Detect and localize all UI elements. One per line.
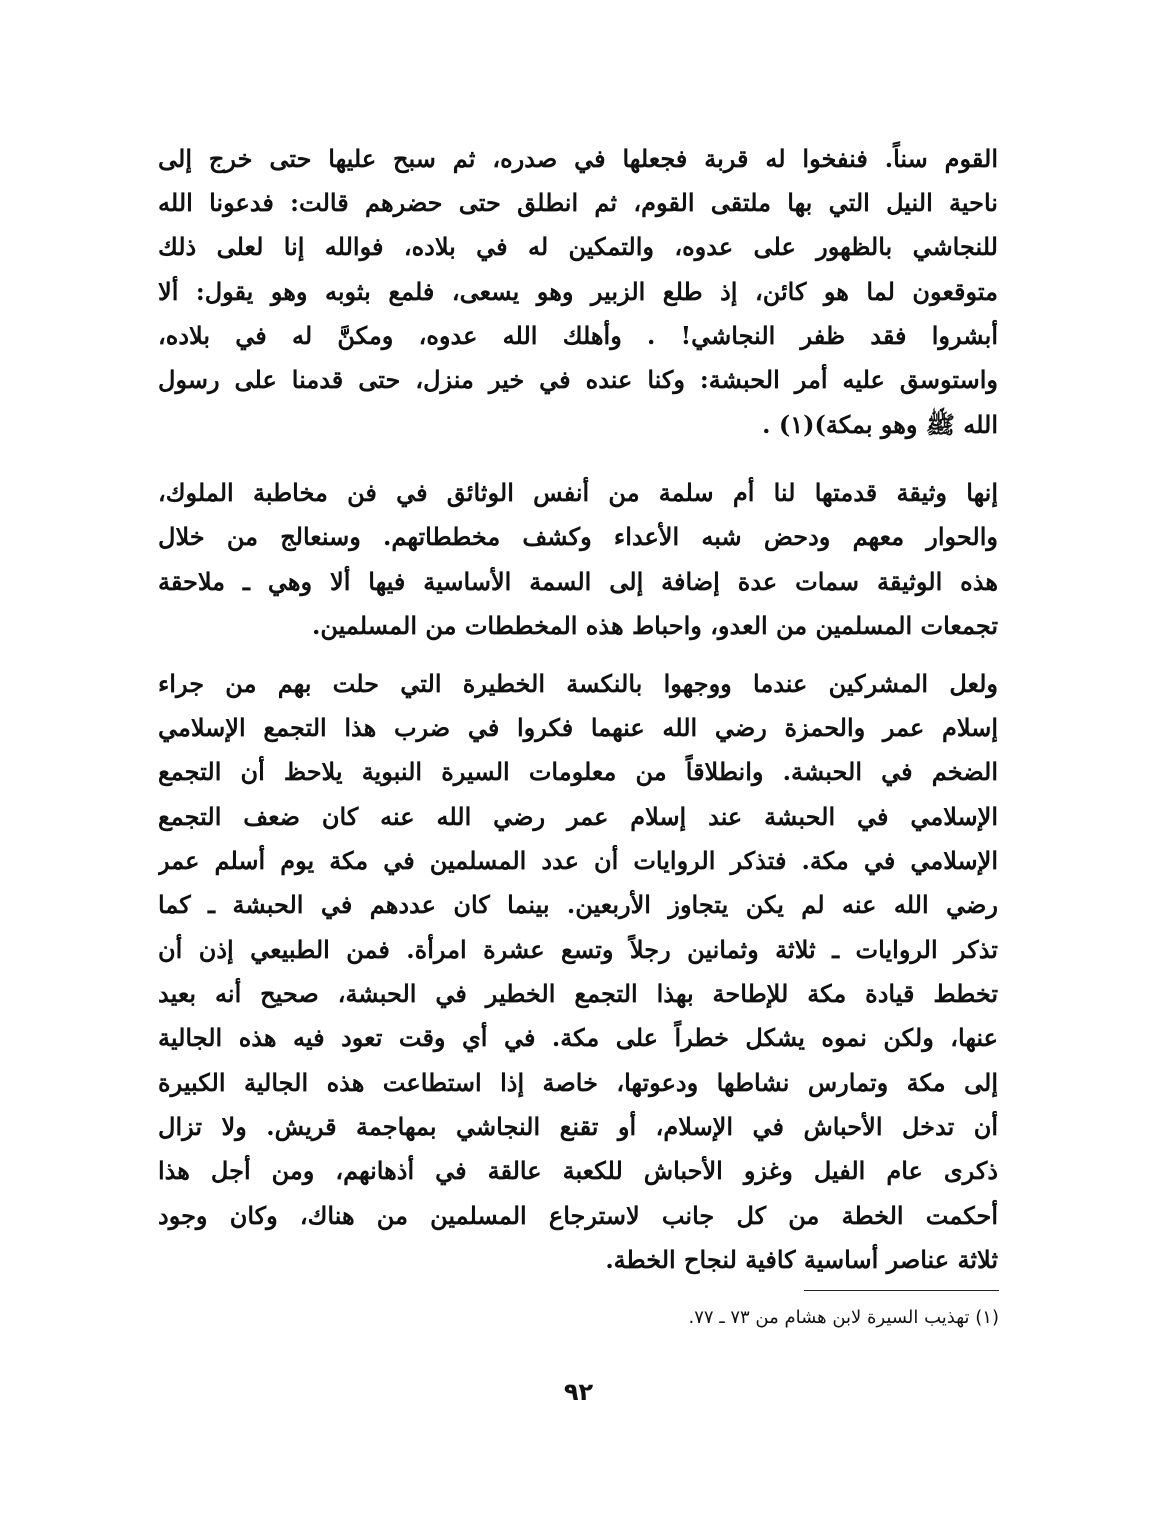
page-number: ٩٢ [563, 1378, 594, 1406]
text-line: ثلاثة عناصر أساسية كافية لنجاح الخطة. [605, 1245, 998, 1274]
text-line: ناحية النيل التي بها ملتقى القوم، ثم انطلق حتى حضرهم قالت: فدعونا الله [158, 188, 998, 217]
footnote: (١) تهذيب السيرة لابن هشام من ٧٣ ـ ٧٧. [688, 1307, 999, 1328]
text-line: للنجاشي بالظهور على عدوه، والتمكين له في بلاده، فوالله إنا لعلى ذلك [158, 232, 998, 261]
text-line: الإسلامي في الحبشة عند إسلام عمر رضي الله عنه كان ضعف التجمع [158, 802, 998, 831]
text-line: متوقعون لما هو كائن، إذ طلع الزبير وهو يسعى، فلمع بثوبه وهو يقول: ألا [158, 277, 998, 306]
text-line: الله ﷺ وهو بمكة)(١) . [762, 410, 998, 439]
text-line: أن تدخل الأحباش في الإسلام، أو تقنع النجاشي بمهاجمة قريش. ولا تزال [158, 1112, 998, 1141]
text-line: أحكمت الخطة من كل جانب لاسترجاع المسلمين من هناك، وكان وجود [158, 1201, 998, 1230]
text-line: تخطط قيادة مكة للإطاحة بهذا التجمع الخطير في الحبشة، صحيح أنه بعيد [158, 979, 998, 1008]
text-line: إلى مكة وتمارس نشاطها ودعوتها، خاصة إذا استطاعت هذه الجالية الكبيرة [158, 1068, 998, 1097]
text-line: واستوسق عليه أمر الحبشة: وكنا عنده في خير منزل، حتى قدمنا على رسول [158, 365, 998, 394]
text-line: ذكرى عام الفيل وغزو الأحباش للكعبة عالقة في أذهانهم، ومن أجل هذا [158, 1156, 998, 1185]
text-line: القوم سناً. فنفخوا له قربة فجعلها في صدره، ثم سبح عليها حتى خرج إلى [158, 144, 998, 173]
text-line: تذكر الروايات ـ ثلاثة وثمانين رجلاً وتسع عشرة امرأة. فمن الطبيعي إذن أن [158, 935, 998, 964]
text-line: إسلام عمر والحمزة رضي الله عنهما فكروا في ضرب هذا التجمع الإسلامي [158, 713, 998, 742]
text-line: تجمعات المسلمين من العدو، واحباط هذه المخططات من المسلمين. [312, 611, 998, 640]
text-line: إنها وثيقة قدمتها لنا أم سلمة من أنفس الوثائق في فن مخاطبة الملوك، [158, 478, 998, 507]
text-line: الضخم في الحبشة. وانطلاقاً من معلومات السيرة النبوية يلاحظ أن التجمع [158, 757, 998, 786]
text-line: ولعل المشركين عندما ووجهوا بالنكسة الخطيرة التي حلت بهم من جراء [158, 669, 998, 698]
text-line: أبشروا فقد ظفر النجاشي! . وأهلك الله عدوه، ومكنَّ له في بلاده، [158, 321, 998, 350]
footnote-divider [804, 1290, 999, 1291]
text-line: والحوار معهم ودحض شبه الأعداء وكشف مخططاتهم. وسنعالج من خلال [158, 522, 998, 551]
text-line: هذه الوثيقة سمات عدة إضافة إلى السمة الأساسية فيها ألا وهي ـ ملاحقة [158, 567, 998, 596]
text-line: رضي الله عنه لم يكن يتجاوز الأربعين. بينما كان عددهم في الحبشة ـ كما [158, 890, 998, 919]
text-line: الإسلامي في مكة. فتذكر الروايات أن عدد المسلمين في مكة يوم أسلم عمر [158, 846, 998, 875]
text-line: عنها، ولكن نموه يشكل خطراً على مكة. في أي وقت تعود فيه هذه الجالية [158, 1023, 998, 1052]
